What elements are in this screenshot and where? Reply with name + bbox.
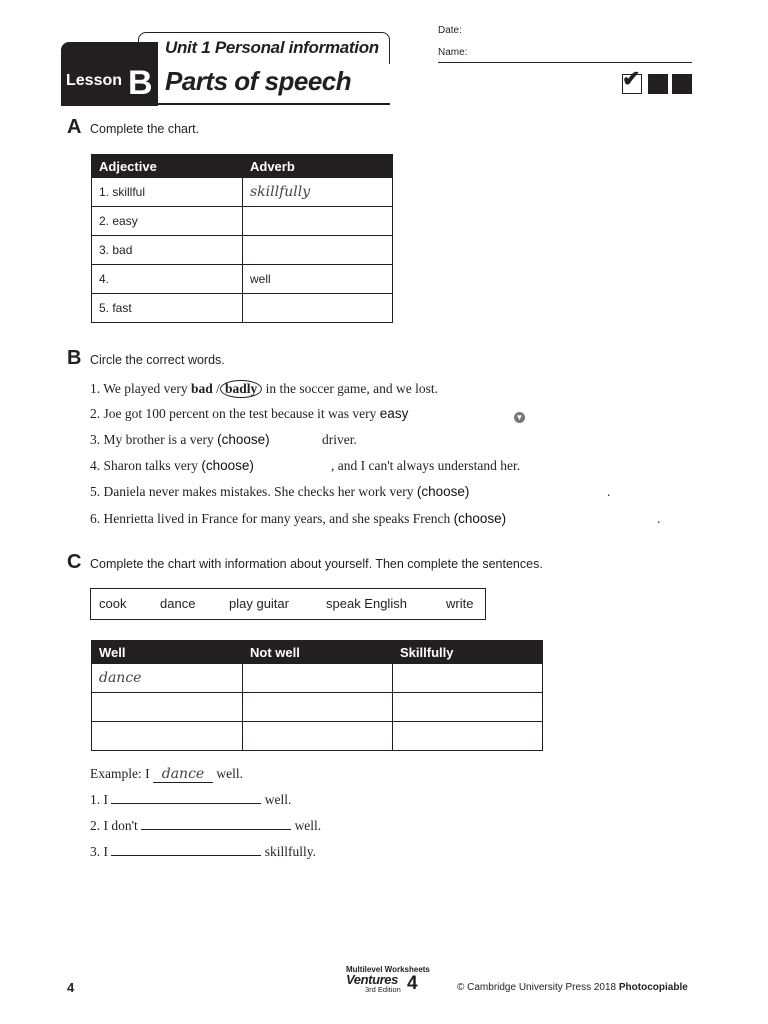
unit-title: Unit 1 Personal information — [165, 38, 379, 57]
word-bank-item: dance — [160, 596, 196, 611]
table-row — [92, 236, 393, 265]
answer-blank-3[interactable] — [111, 844, 261, 856]
adverb-cell[interactable]: skillfully — [243, 178, 393, 207]
table-header-row — [92, 641, 543, 664]
choice-dropdown-4[interactable]: (choose) — [201, 458, 254, 473]
header-well: Well — [92, 641, 243, 664]
brand-level: 4 — [407, 973, 418, 994]
well-cell[interactable]: dance — [92, 664, 243, 693]
table-row — [92, 664, 543, 693]
adjective-cell: 5. fast — [92, 294, 243, 323]
dropdown-arrow-icon[interactable]: ▼ — [515, 413, 524, 423]
option-bad[interactable]: bad — [191, 381, 213, 396]
example-answer: dance — [153, 766, 213, 783]
brand-logo: Ventures — [346, 972, 398, 987]
table-row — [92, 207, 393, 236]
section-c-letter: C — [67, 551, 82, 573]
table-header-row — [92, 155, 393, 178]
adjective-cell[interactable]: 4. — [92, 265, 243, 294]
sentence-2: 2. Joe got 100 percent on the test because it was very easy — [90, 406, 409, 421]
brand-edition: 3rd Edition — [365, 985, 401, 994]
adjective-cell: 3. bad — [92, 236, 243, 265]
sentence-line-1: 1. I well. — [90, 792, 292, 807]
section-b-instruction: Circle the correct words. — [90, 353, 225, 367]
adverb-cell: well — [243, 265, 393, 294]
brand-subtitle: Multilevel Worksheets — [346, 965, 430, 974]
name-line — [438, 62, 692, 63]
skills-table — [91, 640, 543, 751]
check-icon: ✔ — [622, 66, 641, 91]
adverb-cell[interactable] — [243, 294, 393, 323]
sentence-3-end: driver. — [322, 432, 357, 447]
skillfully-cell[interactable] — [393, 664, 543, 693]
page-title: Parts of speech — [165, 66, 352, 96]
table-row — [92, 178, 393, 207]
header-adverb: Adverb — [243, 155, 393, 178]
section-a-letter: A — [67, 116, 82, 138]
table-row — [92, 693, 543, 722]
sentence-3: 3. My brother is a very (choose) — [90, 432, 270, 447]
sentence-5-end: . — [607, 484, 611, 499]
word-bank-item: write — [446, 596, 474, 611]
date-label: Date: — [438, 25, 462, 36]
sentence-6-end: . — [657, 511, 661, 526]
header-skillfully: Skillfully — [393, 641, 543, 664]
adjective-adverb-table — [91, 154, 393, 323]
header-not-well: Not well — [243, 641, 393, 664]
not-well-cell[interactable] — [243, 722, 393, 751]
adjective-cell: 1. skillful — [92, 178, 243, 207]
adverb-cell[interactable] — [243, 207, 393, 236]
sentence-4: 4. Sharon talks very (choose) — [90, 458, 254, 473]
word-bank-item: cook — [99, 596, 127, 611]
well-cell[interactable] — [92, 693, 243, 722]
choice-dropdown-3[interactable]: (choose) — [217, 432, 270, 447]
option-badly-circled[interactable]: badly — [220, 380, 262, 398]
skillfully-cell[interactable] — [393, 722, 543, 751]
skillfully-cell[interactable] — [393, 693, 543, 722]
answer-blank-2[interactable] — [141, 818, 291, 830]
copyright: © Cambridge University Press 2018 Photocopiable — [457, 982, 688, 993]
adverb-cell[interactable] — [243, 236, 393, 265]
header-rule — [158, 103, 390, 105]
table-row — [92, 265, 393, 294]
choice-dropdown-5[interactable]: (choose) — [416, 484, 470, 499]
sentence-4-end: , and I can't always understand her. — [331, 458, 521, 473]
lesson-word: Lesson — [66, 72, 123, 89]
well-cell[interactable] — [92, 722, 243, 751]
example-sentence: Example: I dance well. — [90, 766, 243, 782]
sentence-6: 6. Henrietta lived in France for many years, and she speaks French (choose) — [90, 511, 507, 526]
lesson-letter: B — [128, 64, 153, 102]
sentence-5: 5. Daniela never makes mistakes. She checks her work very (choose) — [90, 484, 470, 499]
not-well-cell[interactable] — [243, 664, 393, 693]
table-row — [92, 294, 393, 323]
sentence-line-3: 3. I skillfully. — [90, 844, 317, 859]
table-row — [92, 722, 543, 751]
photocopiable-label: Photocopiable — [618, 982, 688, 993]
answer-blank-1[interactable] — [111, 792, 261, 804]
level-box-2 — [648, 74, 668, 94]
header-adjective: Adjective — [92, 155, 243, 178]
choice-dropdown-6[interactable]: (choose) — [453, 511, 507, 526]
not-well-cell[interactable] — [243, 693, 393, 722]
page-number: 4 — [67, 980, 75, 995]
level-box-3 — [672, 74, 692, 94]
choice-dropdown-2[interactable]: easy — [379, 406, 409, 421]
sentence-1: 1. We played very bad / badly in the soccer game, and we lost. — [90, 381, 439, 396]
section-b-letter: B — [67, 347, 82, 369]
adjective-cell: 2. easy — [92, 207, 243, 236]
word-bank-item: play guitar — [229, 596, 289, 611]
word-bank-item: speak English — [326, 596, 407, 611]
section-a-instruction: Complete the chart. — [90, 122, 200, 136]
section-c-instruction: Complete the chart with information about yourself. Then complete the sentences. — [90, 557, 543, 571]
sentence-line-2: 2. I don't well. — [90, 818, 322, 833]
name-label: Name: — [438, 47, 468, 58]
